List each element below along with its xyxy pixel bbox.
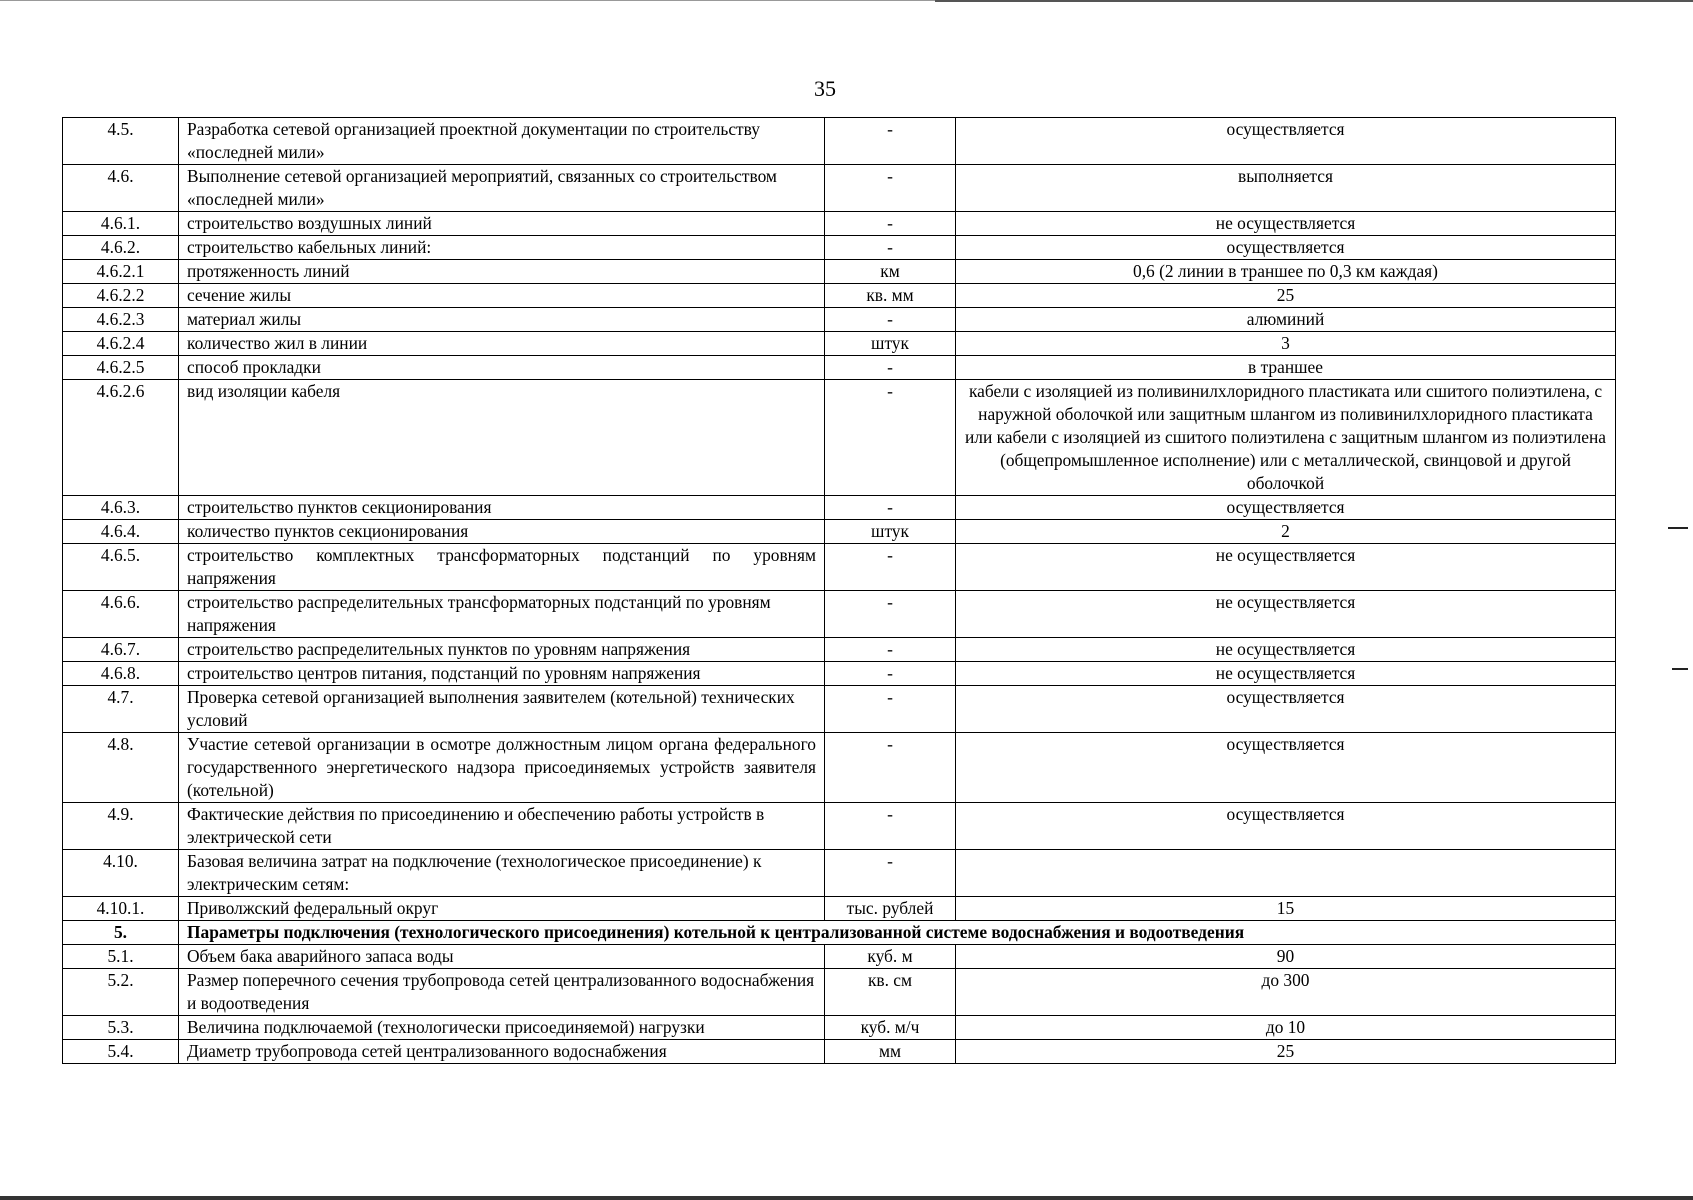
- section-title: Параметры подключения (технологического присоединения) котельной к централизованной системе водоснабжения и водоотведения: [179, 921, 1616, 945]
- row-unit: -: [825, 236, 956, 260]
- row-number: 4.6.3.: [63, 496, 179, 520]
- row-number: 4.6.1.: [63, 212, 179, 236]
- row-name: строительство распределительных трансформаторных подстанций по уровням напряжения: [179, 591, 825, 638]
- row-value: осуществляется: [956, 686, 1616, 733]
- row-name: строительство распределительных пунктов по уровням напряжения: [179, 638, 825, 662]
- row-number: 4.9.: [63, 803, 179, 850]
- row-unit: -: [825, 308, 956, 332]
- row-value: алюминий: [956, 308, 1616, 332]
- row-name: Фактические действия по присоединению и обеспечению работы устройств в электрической сети: [179, 803, 825, 850]
- row-name: вид изоляции кабеля: [179, 380, 825, 496]
- row-name: строительство комплектных трансформаторных подстанций по уровням напряжения: [179, 544, 825, 591]
- table-row: [63, 850, 1616, 897]
- row-value: осуществляется: [956, 496, 1616, 520]
- row-unit: кв. мм: [825, 284, 956, 308]
- row-number: 5.4.: [63, 1040, 179, 1064]
- row-number: 4.6.7.: [63, 638, 179, 662]
- scan-top-right-line: [935, 0, 1693, 2]
- table-row: [63, 591, 1616, 638]
- row-unit: -: [825, 686, 956, 733]
- row-unit: -: [825, 212, 956, 236]
- row-name: строительство центров питания, подстанций по уровням напряжения: [179, 662, 825, 686]
- row-value: 0,6 (2 линии в траншее по 0,3 км каждая): [956, 260, 1616, 284]
- row-name: количество пунктов секционирования: [179, 520, 825, 544]
- row-number: 4.6.2.: [63, 236, 179, 260]
- row-name: Выполнение сетевой организацией мероприятий, связанных со строительством «последней мили»: [179, 165, 825, 212]
- scan-bottom-edge: [0, 1196, 1693, 1200]
- row-number: 4.6.6.: [63, 591, 179, 638]
- row-unit: -: [825, 544, 956, 591]
- row-number: 4.6.2.6: [63, 380, 179, 496]
- row-number: 4.5.: [63, 118, 179, 165]
- row-name: сечение жилы: [179, 284, 825, 308]
- row-unit: -: [825, 733, 956, 803]
- row-value: осуществляется: [956, 803, 1616, 850]
- table-row: [63, 544, 1616, 591]
- table-row: [63, 733, 1616, 803]
- row-unit: штук: [825, 520, 956, 544]
- row-value: не осуществляется: [956, 591, 1616, 638]
- row-value: не осуществляется: [956, 638, 1616, 662]
- row-value: 2: [956, 520, 1616, 544]
- row-number: 4.6.: [63, 165, 179, 212]
- row-unit: тыс. рублей: [825, 897, 956, 921]
- row-value: выполняется: [956, 165, 1616, 212]
- row-value: [956, 850, 1616, 897]
- table-row: [63, 332, 1616, 356]
- row-name: Базовая величина затрат на подключение (технологическое присоединение) к электрическим сетям:: [179, 850, 825, 897]
- table-row: [63, 118, 1616, 165]
- row-number: 4.6.2.3: [63, 308, 179, 332]
- table-row: [63, 308, 1616, 332]
- section-header-row: [63, 921, 1616, 945]
- margin-mark: [1672, 668, 1688, 670]
- row-unit: -: [825, 850, 956, 897]
- table-row: [63, 356, 1616, 380]
- row-number: 4.6.8.: [63, 662, 179, 686]
- table-row: [63, 165, 1616, 212]
- row-number: 5.2.: [63, 969, 179, 1016]
- row-unit: -: [825, 638, 956, 662]
- table-row: [63, 1040, 1616, 1064]
- table-row: [63, 284, 1616, 308]
- table-row: [63, 897, 1616, 921]
- row-number: 4.6.2.5: [63, 356, 179, 380]
- row-number: 4.6.2.1: [63, 260, 179, 284]
- row-value: осуществляется: [956, 236, 1616, 260]
- table-row: [63, 212, 1616, 236]
- row-unit: -: [825, 496, 956, 520]
- row-unit: -: [825, 803, 956, 850]
- row-number: 4.6.4.: [63, 520, 179, 544]
- table-row: [63, 380, 1616, 496]
- row-value: не осуществляется: [956, 544, 1616, 591]
- row-value: 3: [956, 332, 1616, 356]
- row-unit: -: [825, 591, 956, 638]
- row-unit: -: [825, 165, 956, 212]
- table-row: [63, 260, 1616, 284]
- row-value: кабели с изоляцией из поливинилхлоридного пластиката или сшитого полиэтилена, с наружной оболочкой или защитным шлангом из поливинилхлоридного пластиката или кабели с изоляцией из сшитого полиэтилена с защитным шлангом из полиэтилена (общепромышленное исполнение) или с металлической, свинцовой и другой оболочкой: [956, 380, 1616, 496]
- section-number: 5.: [63, 921, 179, 945]
- parameters-table: [62, 117, 1616, 1064]
- row-number: 4.8.: [63, 733, 179, 803]
- row-unit: штук: [825, 332, 956, 356]
- row-name: Диаметр трубопровода сетей централизованного водоснабжения: [179, 1040, 825, 1064]
- page-number: 35: [814, 76, 836, 101]
- table-row: [63, 803, 1616, 850]
- table-row: [63, 236, 1616, 260]
- row-number: 4.6.2.4: [63, 332, 179, 356]
- row-unit: куб. м: [825, 945, 956, 969]
- row-unit: км: [825, 260, 956, 284]
- row-name: строительство кабельных линий:: [179, 236, 825, 260]
- table-row: [63, 662, 1616, 686]
- row-value: осуществляется: [956, 118, 1616, 165]
- row-unit: -: [825, 662, 956, 686]
- row-number: 4.10.1.: [63, 897, 179, 921]
- row-unit: -: [825, 356, 956, 380]
- row-value: 25: [956, 1040, 1616, 1064]
- row-number: 4.6.2.2: [63, 284, 179, 308]
- row-number: 4.6.5.: [63, 544, 179, 591]
- row-name: способ прокладки: [179, 356, 825, 380]
- row-name: Размер поперечного сечения трубопровода сетей централизованного водоснабжения и водоотведения: [179, 969, 825, 1016]
- row-name: строительство воздушных линий: [179, 212, 825, 236]
- table-row: [63, 969, 1616, 1016]
- row-value: до 10: [956, 1016, 1616, 1040]
- row-name: материал жилы: [179, 308, 825, 332]
- row-unit: куб. м/ч: [825, 1016, 956, 1040]
- table-row: [63, 945, 1616, 969]
- row-value: 90: [956, 945, 1616, 969]
- table-row: [63, 638, 1616, 662]
- row-value: осуществляется: [956, 733, 1616, 803]
- table-row: [63, 1016, 1616, 1040]
- row-unit: кв. см: [825, 969, 956, 1016]
- row-value: не осуществляется: [956, 212, 1616, 236]
- row-value: 15: [956, 897, 1616, 921]
- row-name: Участие сетевой организации в осмотре должностным лицом органа федерального государственного энергетического надзора присоединяемых устройств заявителя (котельной): [179, 733, 825, 803]
- row-number: 5.3.: [63, 1016, 179, 1040]
- row-value: в траншее: [956, 356, 1616, 380]
- margin-mark: [1668, 527, 1688, 529]
- table-row: [63, 520, 1616, 544]
- row-unit: мм: [825, 1040, 956, 1064]
- table-row: [63, 686, 1616, 733]
- row-value: до 300: [956, 969, 1616, 1016]
- row-name: Величина подключаемой (технологически присоединяемой) нагрузки: [179, 1016, 825, 1040]
- row-value: 25: [956, 284, 1616, 308]
- row-number: 4.7.: [63, 686, 179, 733]
- row-name: Проверка сетевой организацией выполнения заявителем (котельной) технических условий: [179, 686, 825, 733]
- row-number: 5.1.: [63, 945, 179, 969]
- row-number: 4.10.: [63, 850, 179, 897]
- row-value: не осуществляется: [956, 662, 1616, 686]
- row-unit: -: [825, 118, 956, 165]
- row-name: строительство пунктов секционирования: [179, 496, 825, 520]
- row-unit: -: [825, 380, 956, 496]
- row-name: Объем бака аварийного запаса воды: [179, 945, 825, 969]
- row-name: количество жил в линии: [179, 332, 825, 356]
- row-name: протяженность линий: [179, 260, 825, 284]
- table-row: [63, 496, 1616, 520]
- row-name: Приволжский федеральный округ: [179, 897, 825, 921]
- row-name: Разработка сетевой организацией проектной документации по строительству «последней мили»: [179, 118, 825, 165]
